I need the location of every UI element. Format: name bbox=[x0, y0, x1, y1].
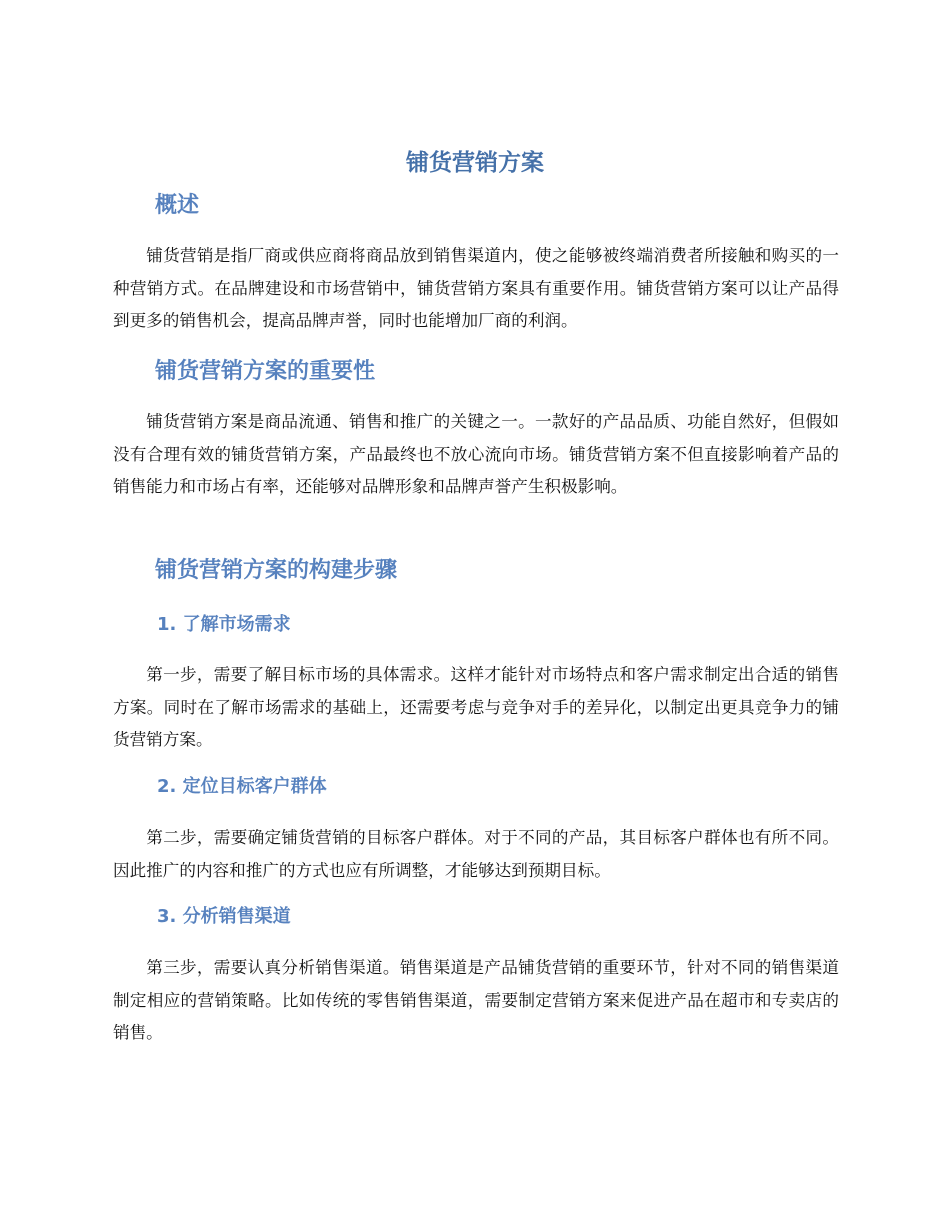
section-heading-overview: 概述 bbox=[155, 193, 200, 218]
section-paragraph-overview: 铺货营销是指厂商或供应商将商品放到销售渠道内，使之能够被终端消费者所接触和购买的一种营销方式。在品牌建设和市场营销中，铺货营销方案具有重要作用。铺货营销方案可以让产品得到更多的销售机会，提高品牌声誉，同时也能增加厂商的利润。 bbox=[113, 246, 839, 330]
section-heading-steps: 铺货营销方案的构建步骤 bbox=[155, 558, 398, 583]
step-paragraph-2: 第二步，需要确定铺货营销的目标客户群体。对于不同的产品，其目标客户群体也有所不同。因此推广的内容和推广的方式也应有所调整，才能够达到预期目标。 bbox=[113, 828, 839, 880]
step-heading-3: 3. 分析销售渠道 bbox=[157, 906, 291, 927]
section-paragraph-importance: 铺货营销方案是商品流通、销售和推广的关键之一。一款好的产品品质、功能自然好，但假如没有合理有效的铺货营销方案，产品最终也不放心流向市场。铺货营销方案不但直接影响着产品的销售能力和市场占有率，还能够对品牌形象和品牌声誉产生积极影响。 bbox=[113, 412, 839, 496]
step-paragraph-1: 第一步，需要了解目标市场的具体需求。这样才能针对市场特点和客户需求制定出合适的销售方案。同时在了解市场需求的基础上，还需要考虑与竞争对手的差异化，以制定出更具竞争力的铺货营销方案。 bbox=[113, 665, 839, 749]
step-heading-1: 1. 了解市场需求 bbox=[157, 614, 291, 635]
section-heading-importance: 铺货营销方案的重要性 bbox=[155, 359, 376, 384]
step-heading-2: 2. 定位目标客户群体 bbox=[157, 776, 327, 797]
document-title: 铺货营销方案 bbox=[406, 150, 544, 176]
step-paragraph-3: 第三步，需要认真分析销售渠道。销售渠道是产品铺货营销的重要环节，针对不同的销售渠道制定相应的营销策略。比如传统的零售销售渠道，需要制定营销方案来促进产品在超市和专卖店的销售。 bbox=[113, 958, 839, 1042]
